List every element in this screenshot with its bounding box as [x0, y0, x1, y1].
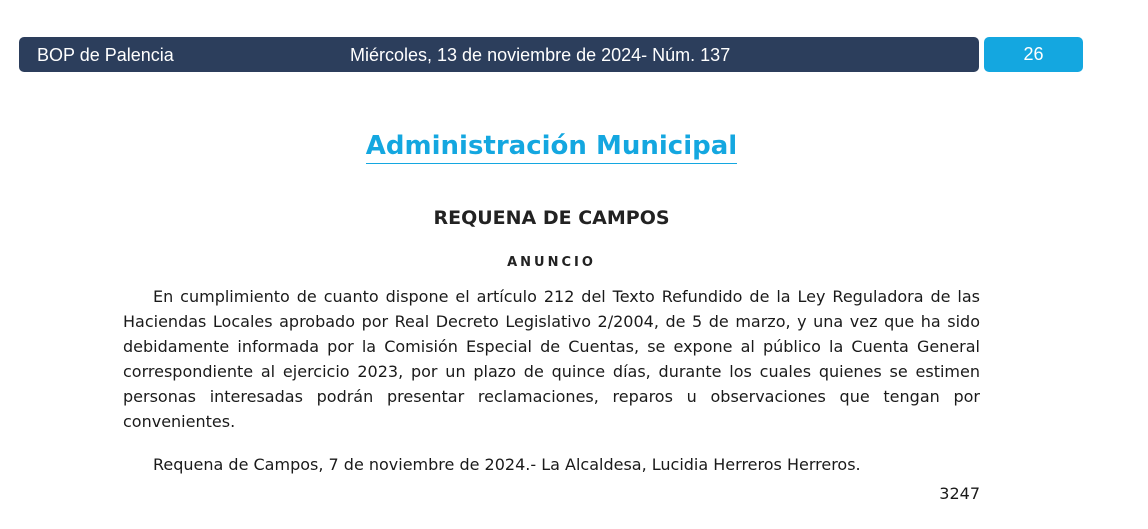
- section-title-text: Administración Municipal: [366, 131, 737, 164]
- notice-body: En cumplimiento de cuanto dispone el artículo 212 del Texto Refundido de la Ley Reguladora de las Haciendas Locales aprobado por Real Decreto Legislativo 2/2004, de 5 de marzo, y una vez que ha sido debidamente informada por la Comisión Especial de Cuentas, se expone al público la Cuenta General correspondiente al ejercicio 2023, por un plazo de quince días, durante los cuales quienes se estimen personas interesadas podrán presentar reclamaciones, reparos u observaciones que tengan por convenientes.: [123, 287, 980, 431]
- section-title: [0, 131, 1103, 164]
- issue-date-number: Miércoles, 13 de noviembre de 2024- Núm. 137: [350, 45, 731, 65]
- publication-name: BOP de Palencia: [37, 45, 174, 65]
- municipality-heading: REQUENA DE CAMPOS: [433, 207, 670, 229]
- header-bar: [19, 37, 979, 72]
- page-number-badge: 26: [984, 37, 1083, 72]
- notice-signature: Requena de Campos, 7 de noviembre de 2024.- La Alcaldesa, Lucidia Herreros Herreros.: [153, 455, 861, 474]
- notice-reference-number: 3247: [939, 484, 980, 503]
- document-type-label: ANUNCIO: [507, 255, 596, 270]
